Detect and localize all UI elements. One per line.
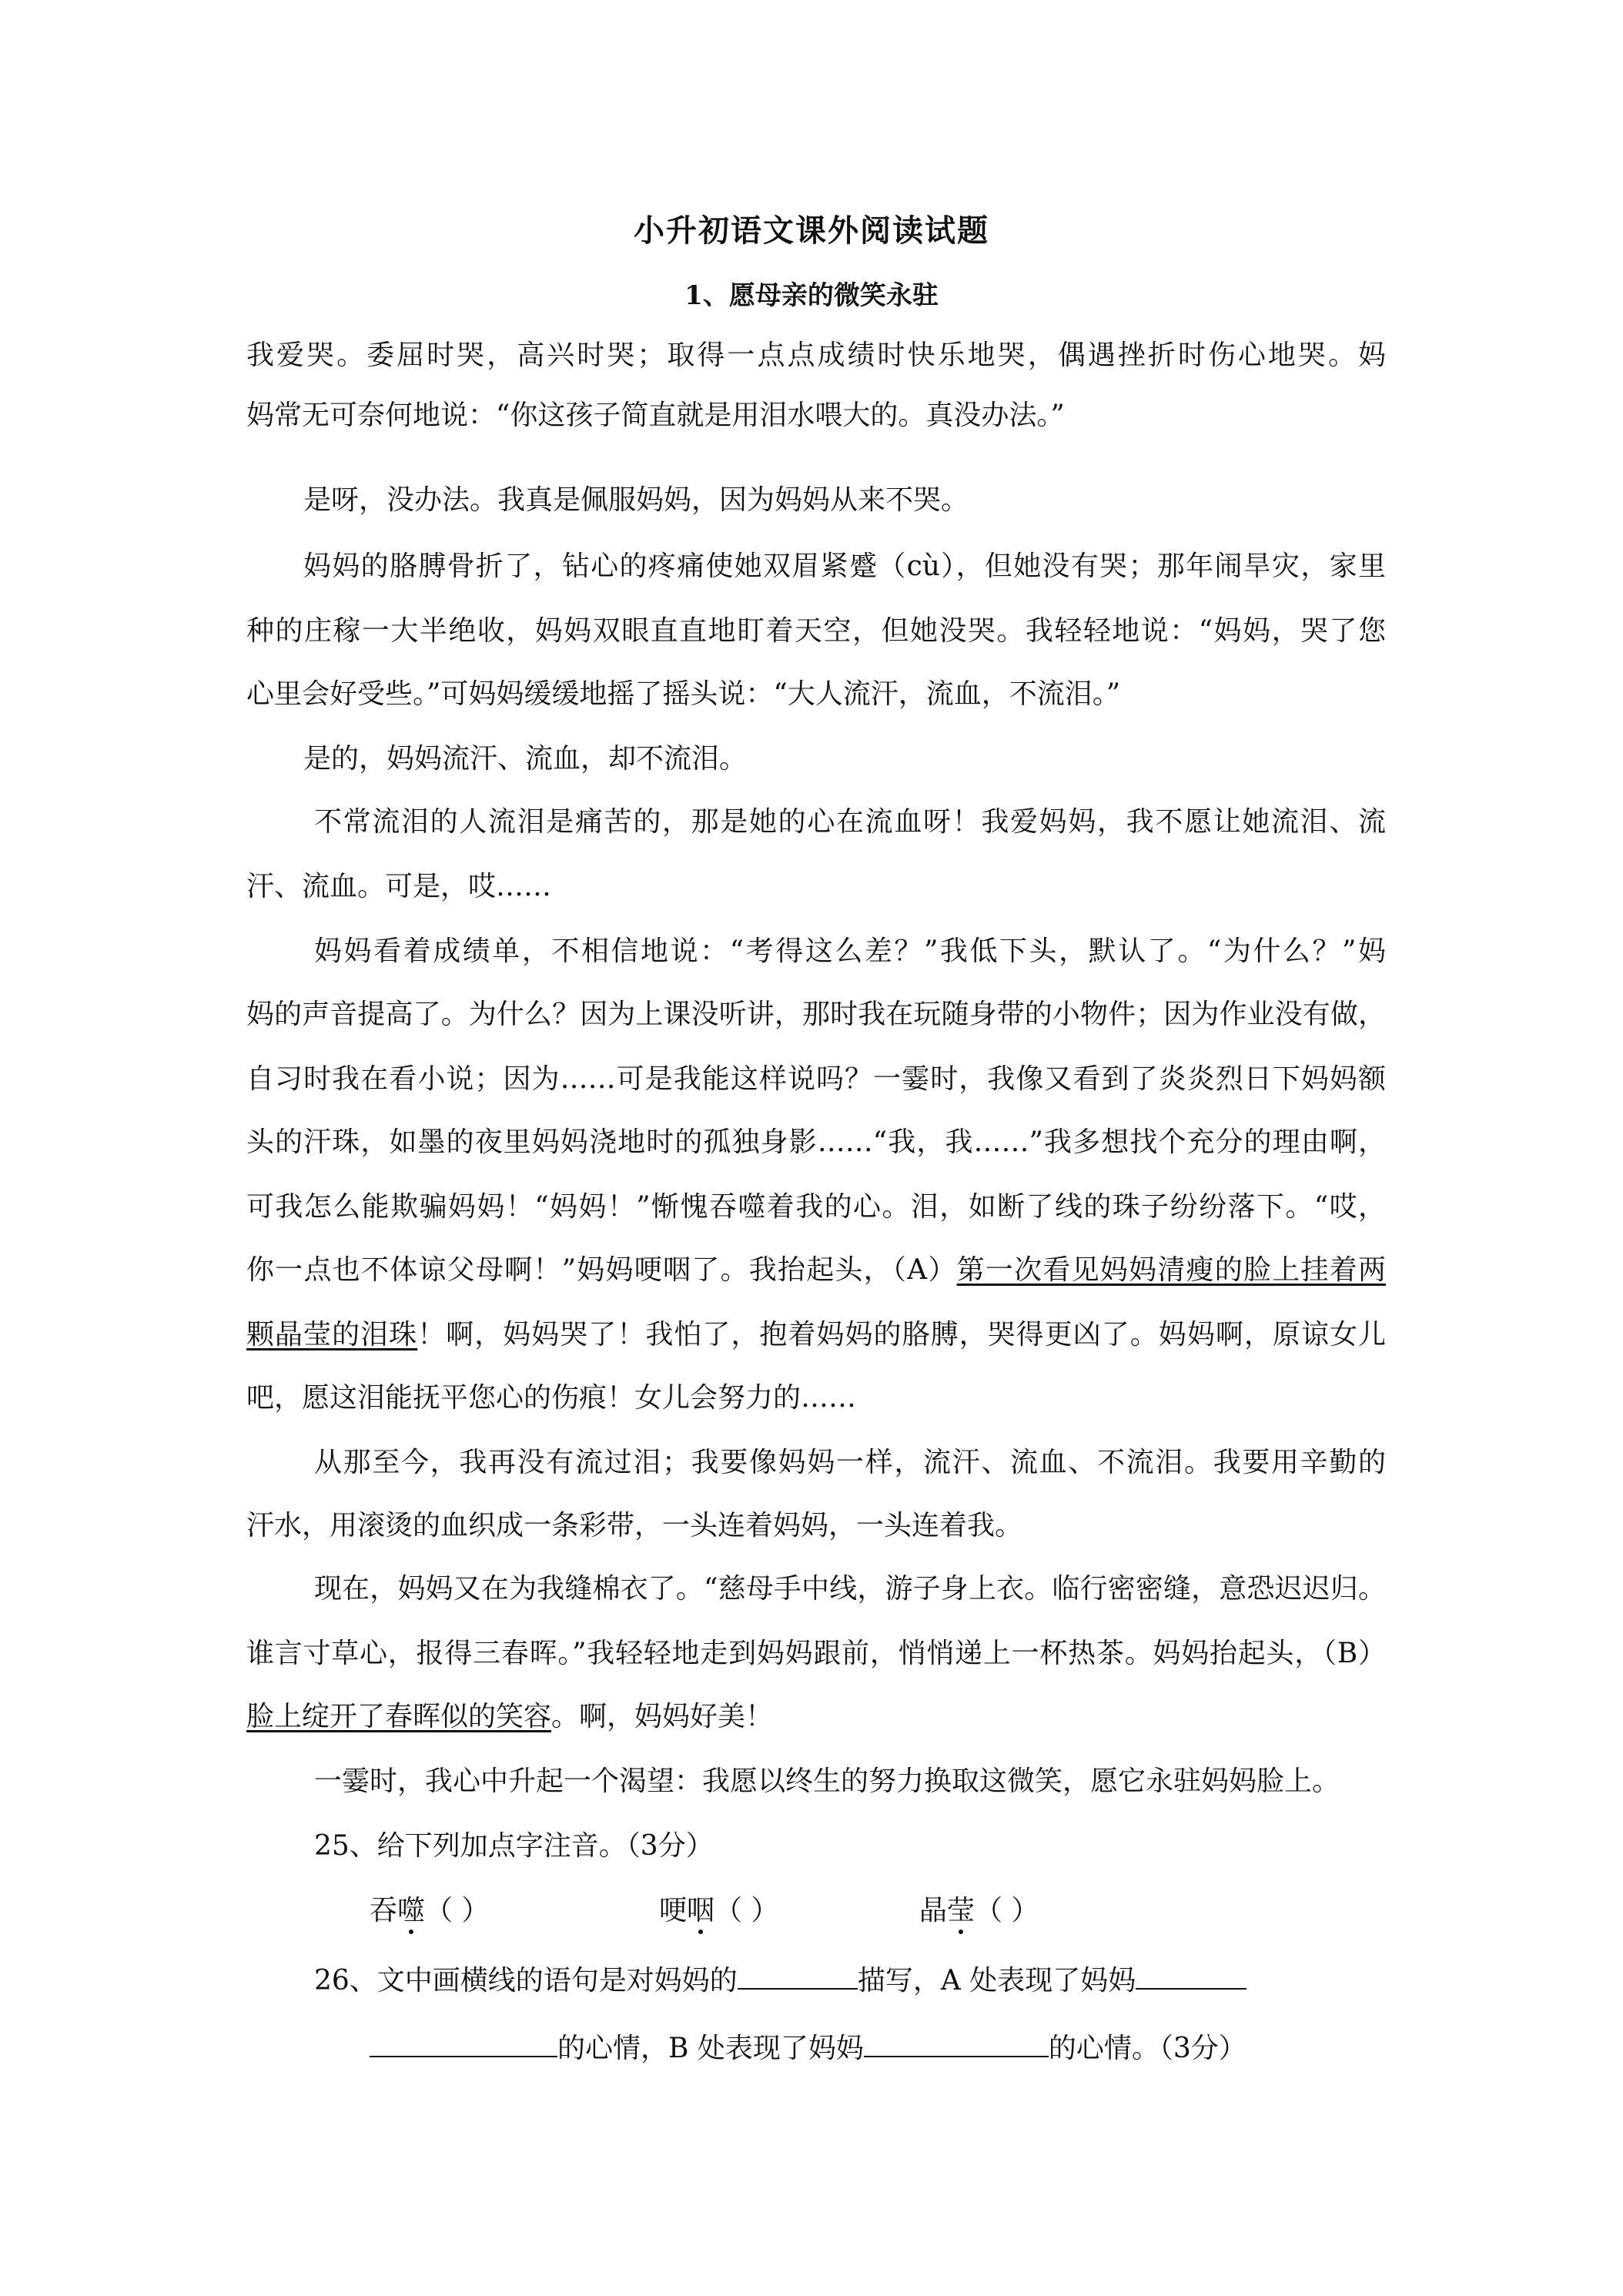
document-title: 小升初语文课外阅读试题	[634, 213, 989, 249]
passage-text: ！啊，妈妈哭了！我怕了，抱着妈妈的胳膊，哭得更凶了。妈妈啊，原谅女儿	[417, 1319, 1386, 1350]
dotted-character: 莹	[947, 1895, 975, 1926]
pinyin-item: 哽咽（ ）	[659, 1895, 779, 1926]
passage-line: 可我怎么能欺骗妈妈！“妈妈！”惭愧吞噬着我的心。泪，如断了线的珠子纷纷落下。“哎，	[246, 1191, 1386, 1223]
underlined-sentence-a: 第一次看见妈妈清瘦的脸上挂着两	[956, 1254, 1386, 1286]
passage-text: 你一点也不体谅父母啊！”妈妈哽咽了。我抬起头，（A）	[246, 1254, 957, 1286]
passage-line: 汗、流血。可是，哎……	[246, 871, 552, 902]
passage-line: 是的，妈妈流汗、流血，却不流泪。	[303, 743, 748, 775]
passage-line: 谁言寸草心，报得三春晖。”我轻轻地走到妈妈跟前，悄悄递上一杯热茶。妈妈抬起头，（B）	[246, 1638, 1386, 1669]
answer-paren[interactable]: （ ）	[975, 1895, 1039, 1926]
passage-line: 心里会好受些。”可妈妈缓缓地摇了摇头说：“大人流汗，流血，不流泪。”	[246, 678, 1121, 710]
passage-line: 妈的声音提高了。为什么？因为上课没听讲，那时我在玩随身带的小物件；因为作业没有做，	[246, 999, 1386, 1030]
underlined-sentence-b: 脸上绽开了春晖似的笑容	[246, 1701, 552, 1732]
answer-blank[interactable]	[370, 2030, 557, 2057]
answer-blank[interactable]	[738, 1962, 858, 1990]
passage-line	[246, 1253, 1386, 1287]
dotted-character: 咽	[687, 1895, 715, 1926]
passage-line: 汗水，用滚烫的血织成一条彩带，一头连着妈妈，一头连着我。	[246, 1510, 1023, 1541]
passage-title: 1、愿母亲的微笑永驻	[684, 280, 939, 311]
passage-line: 一霎时，我心中升起一个渴望：我愿以终生的努力换取这微笑，愿它永驻妈妈脸上。	[314, 1766, 1340, 1797]
passage-line: 妈常无可奈何地说：“你这孩子简直就是用泪水喂大的。真没办法。”	[246, 400, 1065, 431]
question-26: 26、文中画横线的语句是对妈妈的 描写，A 处表现了妈妈	[314, 1962, 1247, 1998]
passage-line: 头的汗珠，如墨的夜里妈妈浇地时的孤独身影……“我，我……”我多想找个充分的理由啊，	[246, 1126, 1386, 1158]
answer-paren[interactable]: （ ）	[714, 1895, 779, 1926]
passage-line: 从那至今，我再没有流过泪；我要像妈妈一样，流汗、流血、不流泪。我要用辛勤的	[314, 1447, 1386, 1478]
passage-line: 种的庄稼一大半绝收，妈妈双眼直直地盯着天空，但她没哭。我轻轻地说：“妈妈，哭了您	[246, 615, 1386, 647]
passage-line: 吧，愿这泪能抚平您心的伤痕！女儿会努力的……	[246, 1382, 857, 1414]
underlined-sentence-a: 颗晶莹的泪珠	[246, 1319, 418, 1350]
pinyin-item: 吞噬（ ）	[370, 1895, 490, 1926]
passage-line	[246, 1700, 1386, 1734]
answer-paren[interactable]: （ ）	[425, 1895, 490, 1926]
answer-blank[interactable]	[1136, 1962, 1247, 1990]
passage-line: 妈妈的胳膊骨折了，钻心的疼痛使她双眉紧蹙（cù），但她没有哭；那年闹旱灾，家里	[303, 551, 1386, 582]
passage-line: 我爱哭。委屈时哭，高兴时哭；取得一点点成绩时快乐地哭，偶遇挫折时伤心地哭。妈	[246, 340, 1386, 371]
passage-text: 。啊，妈妈好美！	[551, 1701, 774, 1732]
dotted-character: 噬	[397, 1895, 426, 1926]
passage-line	[246, 1318, 1386, 1352]
question-25: 25、给下列加点字注音。（3分）	[314, 1830, 714, 1862]
passage-line: 妈妈看着成绩单，不相信地说：“考得这么差？”我低下头，默认了。“为什么？”妈	[314, 935, 1386, 967]
passage-line: 自习时我在看小说；因为……可是我能这样说吗？一霎时，我像又看到了炎炎烈日下妈妈额	[246, 1063, 1386, 1095]
passage-line: 是呀，没办法。我真是佩服妈妈，因为妈妈从来不哭。	[303, 484, 969, 516]
pinyin-item: 晶莹（ ）	[919, 1895, 1039, 1926]
question-26-continued: 的心情，B 处表现了妈妈 的心情。（3分）	[370, 2030, 1247, 2066]
passage-line: 不常流泪的人流泪是痛苦的，那是她的心在流血呀！我爱妈妈，我不愿让她流泪、流	[314, 806, 1386, 838]
passage-line: 现在，妈妈又在为我缝棉衣了。“慈母手中线，游子身上衣。临行密密缝，意恐迟迟归。	[314, 1573, 1386, 1605]
answer-blank[interactable]	[864, 2030, 1049, 2057]
